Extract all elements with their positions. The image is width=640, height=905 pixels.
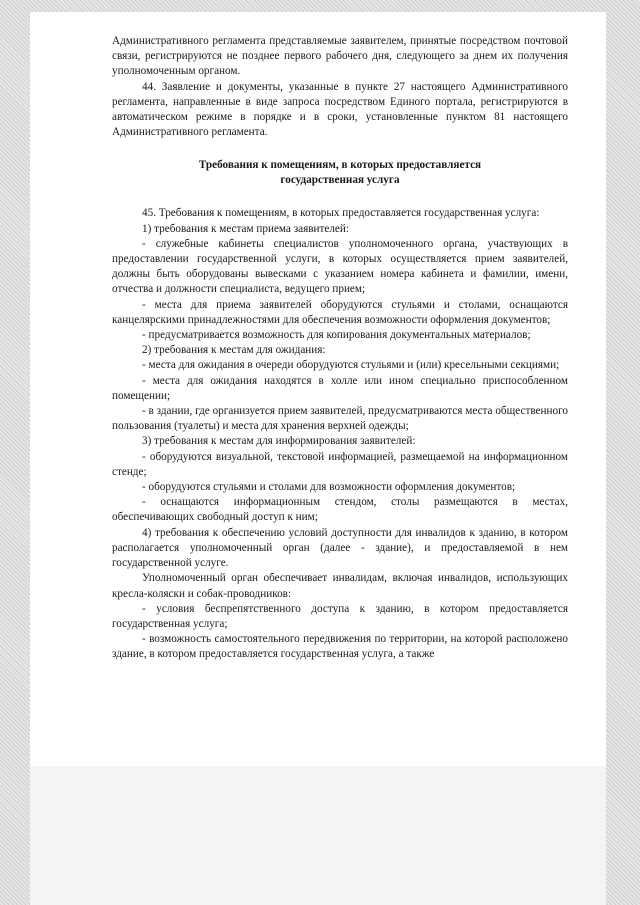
paragraph-45: 45. Требования к помещениям, в которых предоставляется государственная услуга: [142, 207, 540, 220]
list-item: - условия беспрепятственного доступа к зданию, в котором предоставляется государственная услуга; [112, 602, 568, 630]
list-item: - служебные кабинеты специалистов уполномоченного органа, участвующих в предоставлении государственной услуги, в которых осуществляется прием заявителей, должны быть оборудованы вывесками с указанием номера кабинета и фамилии, имени, отчества и должности специалиста, ведущего прием; [112, 237, 568, 296]
list-item: - возможность самостоятельного передвижения по территории, на которой расположено здание, в котором предоставляется государственная услуга, а также [112, 633, 568, 661]
list-item: 4) требования к обеспечению условий доступности для инвалидов к зданию, в котором располагается уполномоченный орган (далее - здание), и предоставляемой в нем государственной услуге. [112, 526, 568, 570]
list-item: 1) требования к местам приема заявителей: [142, 222, 349, 235]
paragraph-44: 44. Заявление и документы, указанные в пункте 27 настоящего Административного регламента, направленные в виде запроса посредством Единого портала, регистрируются в автоматическом режиме в порядке и в сроки, установленные пунктом 81 настоящего Административного регламента. [112, 80, 568, 139]
page-bottom-margin [30, 766, 606, 905]
list-item: - оснащаются информационным стендом, столы размещаются в местах, обеспечивающих свободный доступ к ним; [112, 496, 568, 524]
list-item: - места для приема заявителей оборудуются стульями и столами, оснащаются канцелярскими принадлежностями для обеспечения возможности оформления документов; [112, 298, 568, 326]
section-heading-line-1: Требования к помещениям, в которых предоставляется [198, 159, 482, 172]
list-item: - оборудуются стульями и столами для возможности оформления документов; [142, 481, 516, 494]
list-item: - в здании, где организуется прием заявителей, предусматриваются места общественного пользования (туалеты) и места для хранения верхней одежды; [112, 405, 568, 433]
document-page [30, 12, 606, 766]
list-item: 3) требования к местам для информирования заявителей: [142, 435, 416, 448]
list-item: 2) требования к местам для ожидания: [142, 344, 326, 357]
paragraph: Уполномоченный орган обеспечивает инвалидам, включая инвалидов, использующих кресла-коляски и собак-проводников: [112, 572, 568, 600]
paragraph-continuation: Административного регламента представляемые заявителем, принятые посредством почтовой связи, регистрируются не позднее первого рабочего дня, следующего за днем их получения уполномоченным органом. [112, 35, 568, 78]
section-heading-line-2: государственная услуга [280, 174, 400, 187]
list-item: - оборудуются визуальной, текстовой информацией, размещаемой на информационном стенде; [112, 450, 568, 478]
section-heading [112, 158, 568, 188]
list-item: - предусматривается возможность для копирования документальных материалов; [142, 329, 531, 342]
list-item: - места для ожидания находятся в холле или ином специально приспособленном помещении; [112, 374, 568, 402]
list-item: - места для ожидания в очереди оборудуются стульями и (или) кресельными секциями; [142, 359, 560, 372]
